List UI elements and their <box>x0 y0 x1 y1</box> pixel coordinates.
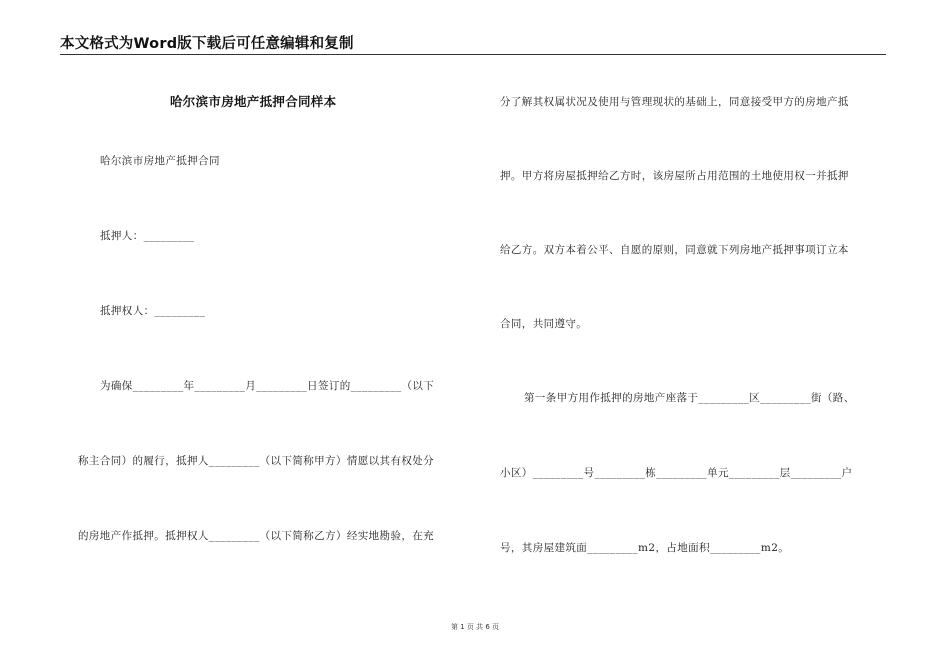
page-number: 第 1 页 共 6 页 <box>450 623 500 631</box>
document-header: 本文格式为Word版下载后可任意编辑和复制 <box>60 36 354 52</box>
right-line-3: 给乙方。双方本着公平、自愿的原则，同意就下列房地产抵押事项订立本 <box>500 244 849 256</box>
left-line-4: 为确保_________年_________月_________日签订的_________（以下 <box>100 380 435 392</box>
left-line-2: 抵押人：_________ <box>100 230 195 242</box>
right-line-7: 号，其房屋建筑面_________m2，占地面积_________m2。 <box>500 542 790 554</box>
right-line-2: 押。甲方将房屋抵押给乙方时，该房屋所占用范围的土地使用权一并抵押 <box>500 170 849 182</box>
right-line-5: 第一条甲方用作抵押的房地产座落于_________区_________街（路、 <box>524 392 855 404</box>
left-line-6: 的房地产作抵押。抵押权人_________（以下简称乙方）经实地勘验，在充 <box>78 530 435 542</box>
header-rule <box>60 54 886 55</box>
left-line-1: 哈尔滨市房地产抵押合同 <box>100 155 220 167</box>
right-line-6: 小区）_________号_________栋_________单元_________层_________户 <box>500 467 853 479</box>
left-line-3: 抵押权人：_________ <box>100 305 206 317</box>
right-line-4: 合同，共同遵守。 <box>500 318 588 330</box>
document-title: 哈尔滨市房地产抵押合同样本 <box>170 94 337 109</box>
right-line-1: 分了解其权属状况及使用与管理现状的基础上，同意接受甲方的房地产抵 <box>500 96 849 108</box>
left-line-5: 称主合同）的履行，抵押人_________（以下简称甲方）情愿以其有权处分 <box>78 455 435 467</box>
